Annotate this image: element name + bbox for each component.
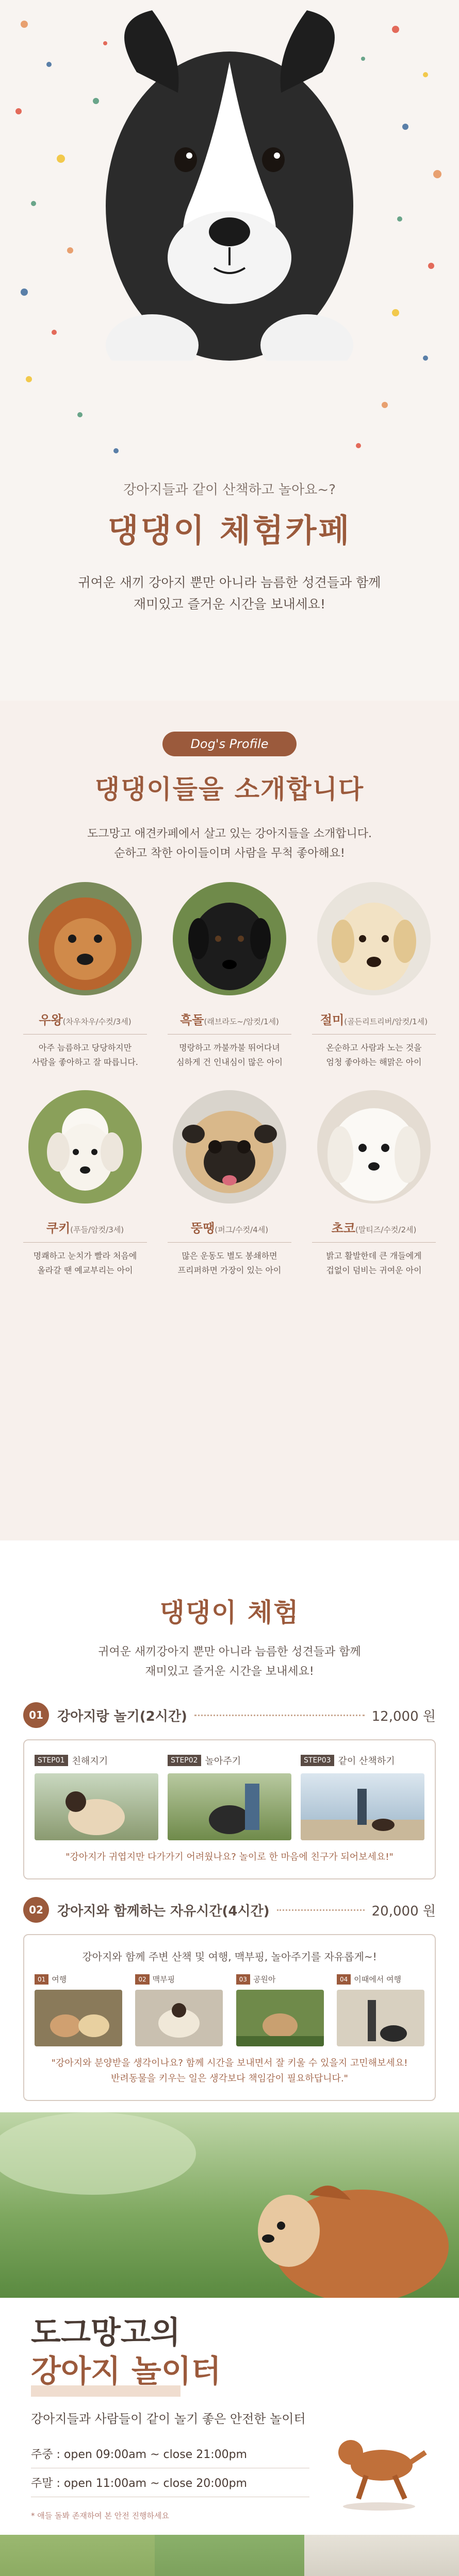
opening-hours bbox=[31, 2439, 309, 2497]
program-1-note: "강아지가 귀엽지만 다가가기 어려웠나요? 놀이로 한 마음에 친구가 되어보세요!" bbox=[65, 1852, 394, 1862]
dotted-leader bbox=[277, 1909, 365, 1911]
divider bbox=[168, 1034, 291, 1035]
divider bbox=[23, 1034, 147, 1035]
intro-description: 도그망고 애견카페에서 살고 있는 강아지들을 소개합니다. 순하고 착한 아이들이며 사람을 무척 좋아해요! bbox=[87, 827, 372, 860]
spot-photo bbox=[135, 1990, 223, 2046]
step-name: 친해지기 bbox=[72, 1756, 108, 1767]
playground-title-line2: 강아지 놀이터 bbox=[31, 2353, 221, 2389]
program-label: 강아지랑 놀기(2시간) bbox=[57, 1708, 187, 1724]
dog-name: 초코(말티즈/수컷/2세) bbox=[331, 1221, 417, 1235]
experience-description: 귀여운 새끼강아지 뿐만 아니라 늠름한 성견들과 함께 재미있고 즐거운 시간을 보내세요! bbox=[98, 1646, 361, 1678]
step bbox=[168, 1754, 291, 1840]
chow-chow-photo bbox=[28, 882, 142, 995]
maltese-photo bbox=[317, 1090, 431, 1204]
step-photo bbox=[301, 1773, 424, 1840]
program-2-box bbox=[23, 1934, 436, 2101]
border-collie-puppy-image bbox=[75, 0, 384, 361]
program-number-badge: 02 bbox=[23, 1897, 49, 1923]
steps bbox=[35, 1754, 424, 1840]
spot-tag: 02 bbox=[135, 1974, 149, 1985]
playground-section bbox=[0, 2298, 459, 2576]
spot-name: 여행 bbox=[52, 1975, 67, 1984]
dog-card bbox=[18, 882, 152, 1070]
spot bbox=[236, 1974, 324, 2046]
dog-card bbox=[307, 882, 441, 1070]
program-row-2 bbox=[23, 1897, 436, 1923]
spot bbox=[35, 1974, 122, 2046]
spot-name: 이때에서 여행 bbox=[354, 1975, 401, 1984]
dog-description: 명쾌하고 눈치가 빨라 처음에 올라갈 땐 예교부리는 아이 bbox=[33, 1251, 137, 1275]
divider bbox=[23, 1242, 147, 1243]
step-name: 같이 산책하기 bbox=[338, 1756, 395, 1767]
step-tag: STEP03 bbox=[301, 1755, 334, 1766]
poodle-photo bbox=[28, 1090, 142, 1204]
step-name: 놀아주기 bbox=[205, 1756, 241, 1767]
hero-section bbox=[0, 0, 459, 701]
jack-russell-photo bbox=[0, 2535, 155, 2576]
divider bbox=[168, 1242, 291, 1243]
program-row-1 bbox=[23, 1702, 436, 1728]
program-price: 12,000 원 bbox=[371, 1708, 436, 1724]
step-tag: STEP02 bbox=[168, 1755, 201, 1766]
program-1-box bbox=[23, 1739, 436, 1879]
spot-name: 맥부핑 bbox=[152, 1975, 175, 1984]
playground-description: 강아지들과 사람들이 같이 놀기 좋은 안전한 놀이터 bbox=[31, 2412, 306, 2426]
spot-photo bbox=[337, 1990, 424, 2046]
spot-tag: 01 bbox=[35, 1974, 48, 1985]
dog-name: 흑돌(래브라도~/암컷/1세) bbox=[180, 1013, 279, 1027]
dog-description: 명랑하고 까불까불 뛰어다녀 심하게 건 인내심이 많은 아이 bbox=[176, 1043, 283, 1067]
program-number-badge: 01 bbox=[23, 1702, 49, 1728]
spot-tag: 04 bbox=[337, 1974, 351, 1985]
intro-title: 댕댕이들을 소개합니다 bbox=[94, 774, 365, 804]
spot-tag: 03 bbox=[236, 1974, 250, 1985]
divider bbox=[312, 1034, 436, 1035]
hours-weekend: 주말 : open 11:00am ~ close 20:00pm bbox=[31, 2468, 309, 2497]
spot bbox=[337, 1974, 424, 2046]
divider bbox=[312, 1242, 436, 1243]
pug-photo bbox=[173, 1090, 286, 1204]
spot-photo bbox=[236, 1990, 324, 2046]
program-2-note: "강아지와 분양받을 생각이나요? 함께 시간을 보내면서 잘 키울 수 있을지 고민해보세요! 반려동물을 키우는 일은 생각보다 책임감이 필요하답니다." bbox=[51, 2058, 408, 2084]
playground-note: * 애들 돌봐 존재하여 본 안전 진행하세요 bbox=[31, 2511, 169, 2520]
spot-photo bbox=[35, 1990, 122, 2046]
dog-name: 쿠키(푸들/암컷/3세) bbox=[46, 1221, 124, 1235]
dog-description: 많은 운동도 별도 봉쇄하면 프리퍼하면 가장이 있는 아이 bbox=[177, 1251, 282, 1275]
dog-profile-section bbox=[0, 701, 459, 1540]
golden-retriever-photo bbox=[317, 882, 431, 995]
dotted-leader bbox=[194, 1715, 365, 1716]
step-tag: STEP01 bbox=[35, 1755, 68, 1766]
step-photo bbox=[168, 1773, 291, 1840]
playground-title-line1: 도그망고의 bbox=[31, 2315, 181, 2351]
program-2-title: 강아지와 함께 주변 산책 및 여행, 맥부핑, 놀아주기를 자유롭게~! bbox=[82, 1951, 377, 1963]
dog-grid bbox=[0, 882, 459, 1278]
running-dog-image bbox=[325, 2416, 428, 2514]
hero-title: 댕댕이 체험카페 bbox=[107, 512, 352, 549]
hero-description: 귀여운 새끼 강아지 뿐만 아니라 늠름한 성견들과 함께 재미있고 즐거운 시간을 보내세요! bbox=[78, 575, 381, 612]
dog-card bbox=[18, 1090, 152, 1278]
program-label: 강아지와 함께하는 자유시간(4시간) bbox=[57, 1903, 270, 1919]
dog-card bbox=[307, 1090, 441, 1278]
dog-description: 온순하고 사람과 노는 것을 엄청 좋아하는 해맑은 아이 bbox=[326, 1043, 422, 1067]
hours-weekday: 주중 : open 09:00am ~ close 21:00pm bbox=[31, 2439, 309, 2468]
dog-description: 아주 늠름하고 당당하지만 사람을 좋아하고 잘 따릅니다. bbox=[32, 1043, 138, 1067]
hero-subtitle: 강아지들과 같이 산책하고 놀아요~? bbox=[123, 482, 336, 498]
spot-name: 공원아 bbox=[253, 1975, 276, 1984]
dog-with-harness-photo bbox=[304, 2535, 459, 2576]
black-labrador-photo bbox=[173, 882, 286, 995]
spots bbox=[35, 1974, 424, 2046]
experience-section bbox=[0, 1540, 459, 2112]
spot bbox=[135, 1974, 223, 2046]
dog-name: 뚱땡(퍼그/수컷/4세) bbox=[190, 1221, 269, 1235]
dog-name: 우왕(차우차우/수컷/3세) bbox=[39, 1013, 132, 1027]
dog-description: 밝고 활발한데 큰 개들에게 겁없이 덤비는 귀여운 아이 bbox=[326, 1251, 422, 1275]
dog-card bbox=[162, 882, 297, 1070]
program-price: 20,000 원 bbox=[371, 1903, 436, 1919]
dogs-profile-pill: Dog's Profile bbox=[162, 732, 297, 756]
playground-banner-photo bbox=[0, 2112, 459, 2298]
step-photo bbox=[35, 1773, 158, 1840]
experience-title: 댕댕이 체험 bbox=[159, 1598, 300, 1628]
step bbox=[301, 1754, 424, 1840]
step bbox=[35, 1754, 158, 1840]
dog-on-beam-photo bbox=[155, 2535, 304, 2576]
dog-card bbox=[162, 1090, 297, 1278]
dog-name: 절미(골든리트리버/암컷/1세) bbox=[320, 1013, 428, 1027]
